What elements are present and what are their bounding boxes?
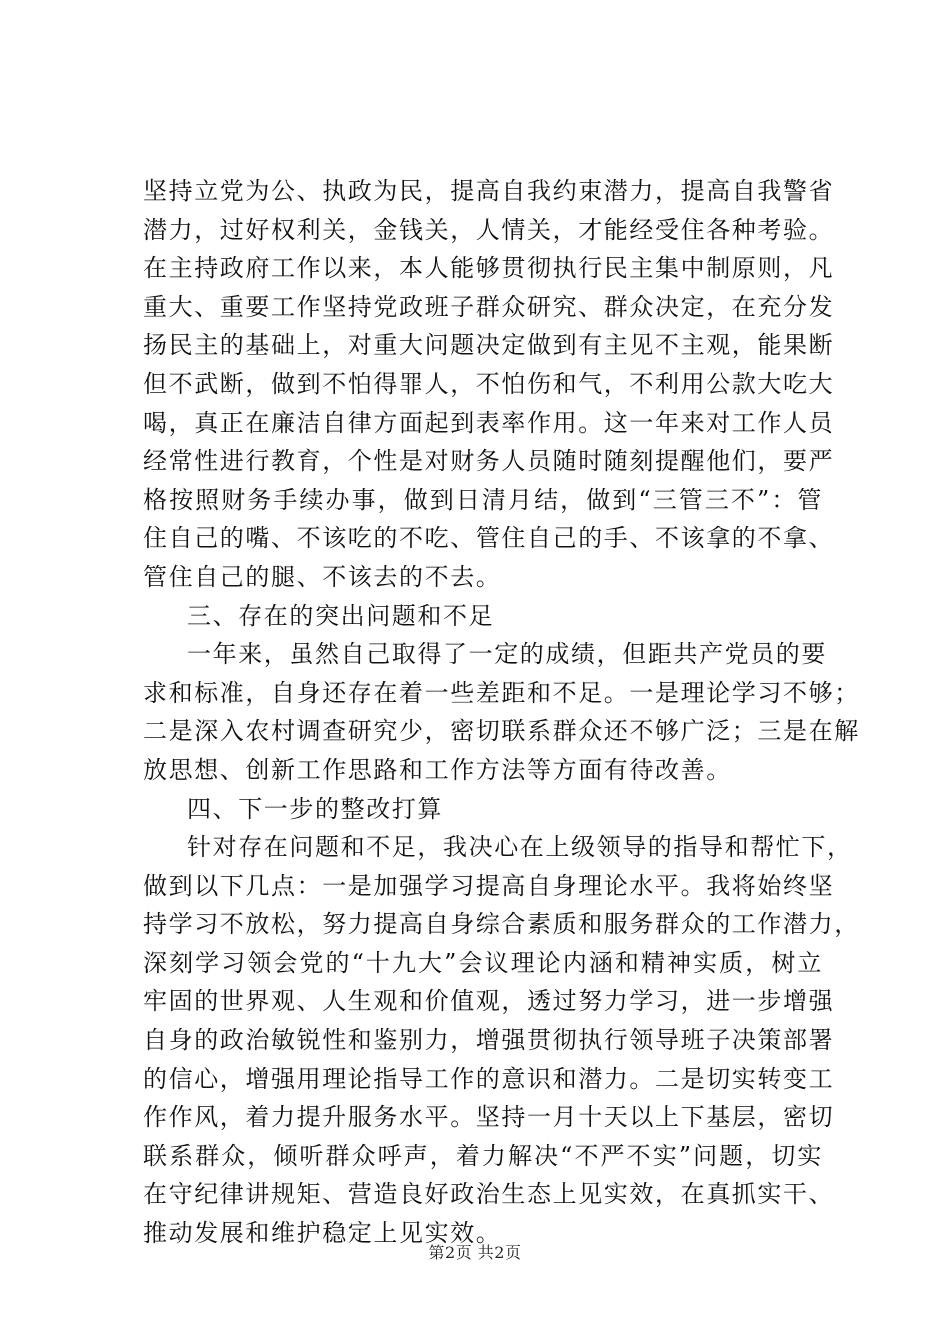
body-line: 自身的政治敏锐性和鉴别力，增强贯彻执行领导班子决策部署 [143, 1026, 835, 1055]
body-line: 在主持政府工作以来，本人能够贯彻执行民主集中制原则，凡 [143, 254, 835, 283]
body-line: 推动发展和维护稳定上见实效。 [143, 1219, 502, 1248]
body-line: 求和标准，自身还存在着一些差距和不足。一是理论学习不够； [143, 678, 860, 707]
body-line: 牢固的世界观、人生观和价值观，透过努力学习，进一步增强 [143, 987, 835, 1016]
body-line: 格按照财务手续办事，做到日清月结，做到“三管三不”：管 [143, 485, 823, 514]
body-line: 的信心，增强用理论指导工作的意识和潜力。二是切实转变工 [143, 1064, 835, 1093]
body-line: 深刻学习领会党的“十九大”会议理论内涵和精神实质，树立 [143, 948, 823, 977]
body-line: 在守纪律讲规矩、营造良好政治生态上见实效，在真抓实干、 [143, 1180, 835, 1209]
body-line: 持学习不放松，努力提高自身综合素质和服务群众的工作潜力， [143, 910, 860, 939]
body-line: 喝，真正在廉洁自律方面起到表率作用。这一年来对工作人员 [143, 408, 835, 437]
body-line: 联系群众，倾听群众呼声，着力解决“不严不实”问题，切实 [143, 1141, 823, 1170]
body-line: 重大、重要工作坚持党政班子群众研究、群众决定，在充分发 [143, 292, 835, 321]
body-line: 针对存在问题和不足，我决心在上级领导的指导和帮忙下， [187, 833, 853, 862]
section-heading-3: 三、存在的突出问题和不足 [187, 601, 495, 630]
body-line: 住自己的嘴、不该吃的不吃、管住自己的手、不该拿的不拿、 [143, 524, 835, 553]
body-line: 作作风，着力提升服务水平。坚持一月十天以上下基层，密切 [143, 1103, 835, 1132]
body-line: 放思想、创新工作思路和工作方法等方面有待改善。 [143, 755, 732, 784]
body-line: 坚持立党为公、执政为民，提高自我约束潜力，提高自我警省 [143, 177, 835, 205]
body-line: 经常性进行教育，个性是对财务人员随时随刻提醒他们，要严 [143, 447, 835, 476]
body-line: 管住自己的腿、不该去的不去。 [143, 562, 502, 591]
body-line: 做到以下几点：一是加强学习提高自身理论水平。我将始终坚 [143, 871, 835, 900]
page-number-footer: 第2页 共2页 [428, 1243, 522, 1262]
body-line: 一年来，虽然自己取得了一定的成绩，但距共产党员的要 [187, 640, 827, 669]
section-heading-4: 四、下一步的整改打算 [187, 794, 443, 823]
body-line: 扬民主的基础上，对重大问题决定做到有主见不主观，能果断 [143, 331, 835, 360]
body-line: 但不武断，做到不怕得罪人，不怕伤和气，不利用公款大吃大 [143, 369, 835, 398]
document-body [143, 172, 860, 1253]
body-line: 二是深入农村调查研究少，密切联系群众还不够广泛；三是在解 [143, 717, 860, 746]
body-line: 潜力，过好权利关，金钱关，人情关，才能经受住各种考验。 [143, 215, 835, 244]
